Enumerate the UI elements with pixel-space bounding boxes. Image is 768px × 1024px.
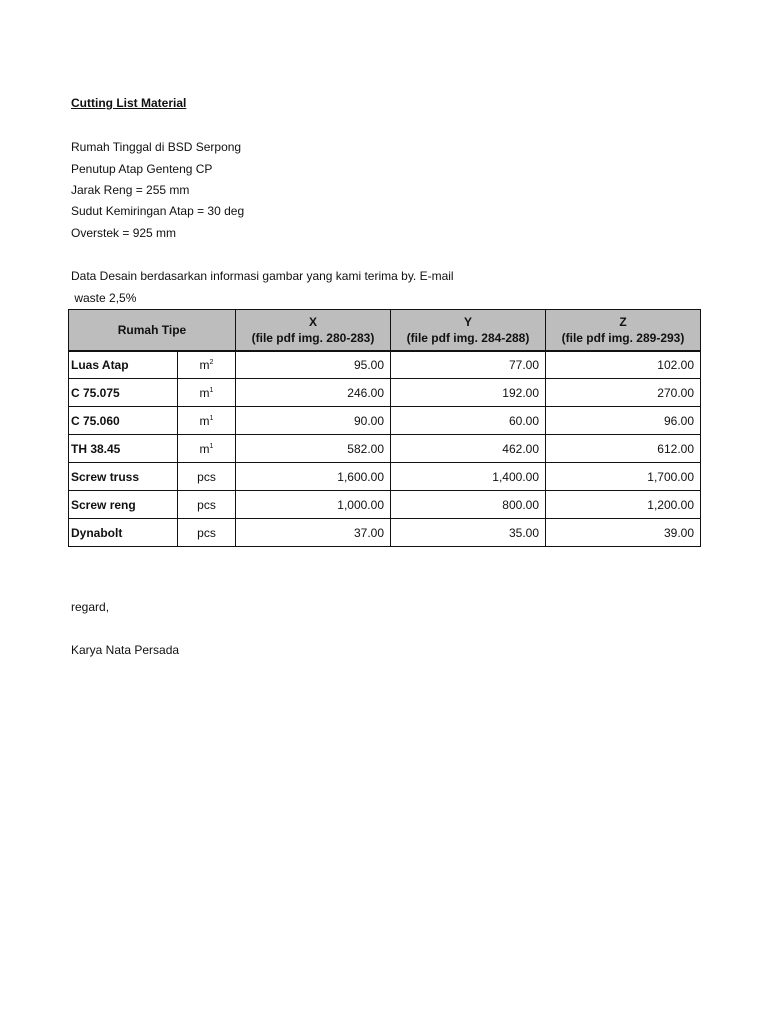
unit-base: m bbox=[199, 441, 210, 456]
header-type-y-source: (file pdf img. 284-288) bbox=[406, 330, 530, 345]
value-z: 270.00 bbox=[546, 379, 701, 407]
unit-base: pcs bbox=[197, 497, 216, 512]
header-type-y bbox=[391, 310, 546, 351]
row-unit bbox=[178, 407, 236, 435]
row-item: Screw reng bbox=[69, 491, 178, 519]
closing-regard: regard, bbox=[71, 600, 110, 614]
row-item: C 75.075 bbox=[69, 379, 178, 407]
row-item: C 75.060 bbox=[69, 407, 178, 435]
value-y: 462.00 bbox=[391, 435, 546, 463]
header-type-x-source: (file pdf img. 280-283) bbox=[251, 330, 375, 345]
design-note: Data Desain berdasarkan informasi gambar yang kami terima by. E-mail bbox=[71, 269, 454, 283]
value-x: 95.00 bbox=[236, 351, 391, 379]
info-line-overhang: Overstek = 925 mm bbox=[71, 226, 177, 240]
value-z: 96.00 bbox=[546, 407, 701, 435]
table-row bbox=[69, 379, 701, 407]
value-y: 35.00 bbox=[391, 519, 546, 547]
value-y: 1,400.00 bbox=[391, 463, 546, 491]
row-item: Luas Atap bbox=[69, 351, 178, 379]
unit-superscript: 1 bbox=[209, 386, 214, 394]
header-house-type: Rumah Tipe bbox=[69, 310, 236, 351]
row-unit bbox=[178, 519, 236, 547]
unit-superscript: 1 bbox=[209, 414, 214, 422]
info-line-roof-cover: Penutup Atap Genteng CP bbox=[71, 162, 213, 176]
row-item: TH 38.45 bbox=[69, 435, 178, 463]
value-y: 192.00 bbox=[391, 379, 546, 407]
table-row bbox=[69, 491, 701, 519]
value-x: 246.00 bbox=[236, 379, 391, 407]
unit-superscript: 2 bbox=[209, 358, 214, 366]
value-z: 39.00 bbox=[546, 519, 701, 547]
row-unit bbox=[178, 463, 236, 491]
row-item: Dynabolt bbox=[69, 519, 178, 547]
value-y: 77.00 bbox=[391, 351, 546, 379]
value-x: 1,000.00 bbox=[236, 491, 391, 519]
value-y: 800.00 bbox=[391, 491, 546, 519]
row-unit bbox=[178, 491, 236, 519]
table-row bbox=[69, 463, 701, 491]
value-z: 612.00 bbox=[546, 435, 701, 463]
value-z: 1,700.00 bbox=[546, 463, 701, 491]
unit-base: m bbox=[199, 357, 210, 372]
row-unit bbox=[178, 379, 236, 407]
unit-base: m bbox=[199, 385, 210, 400]
info-line-batten-spacing: Jarak Reng = 255 mm bbox=[71, 183, 190, 197]
signature-company: Karya Nata Persada bbox=[71, 643, 180, 657]
document-title: Cutting List Material bbox=[71, 96, 187, 110]
row-unit bbox=[178, 435, 236, 463]
unit-superscript: 1 bbox=[209, 442, 214, 450]
table-row bbox=[69, 351, 701, 379]
value-x: 582.00 bbox=[236, 435, 391, 463]
header-type-z-source: (file pdf img. 289-293) bbox=[561, 330, 685, 345]
header-type-z-label: Z bbox=[619, 314, 627, 329]
unit-base: m bbox=[199, 413, 210, 428]
value-x: 37.00 bbox=[236, 519, 391, 547]
table-header-row bbox=[69, 310, 701, 351]
info-line-roof-pitch: Sudut Kemiringan Atap = 30 deg bbox=[71, 204, 245, 218]
unit-base: pcs bbox=[197, 469, 216, 484]
value-z: 1,200.00 bbox=[546, 491, 701, 519]
row-unit bbox=[178, 351, 236, 379]
unit-base: pcs bbox=[197, 525, 216, 540]
header-type-x-label: X bbox=[308, 314, 317, 329]
waste-note: waste 2,5% bbox=[71, 291, 137, 305]
table-row bbox=[69, 435, 701, 463]
value-x: 1,600.00 bbox=[236, 463, 391, 491]
table-row bbox=[69, 519, 701, 547]
cutting-list-table bbox=[68, 309, 701, 547]
row-item: Screw truss bbox=[69, 463, 178, 491]
value-z: 102.00 bbox=[546, 351, 701, 379]
value-x: 90.00 bbox=[236, 407, 391, 435]
header-type-z bbox=[546, 310, 701, 351]
table-row bbox=[69, 407, 701, 435]
value-y: 60.00 bbox=[391, 407, 546, 435]
info-line-project: Rumah Tinggal di BSD Serpong bbox=[71, 140, 242, 154]
header-type-y-label: Y bbox=[463, 314, 472, 329]
header-type-x bbox=[236, 310, 391, 351]
